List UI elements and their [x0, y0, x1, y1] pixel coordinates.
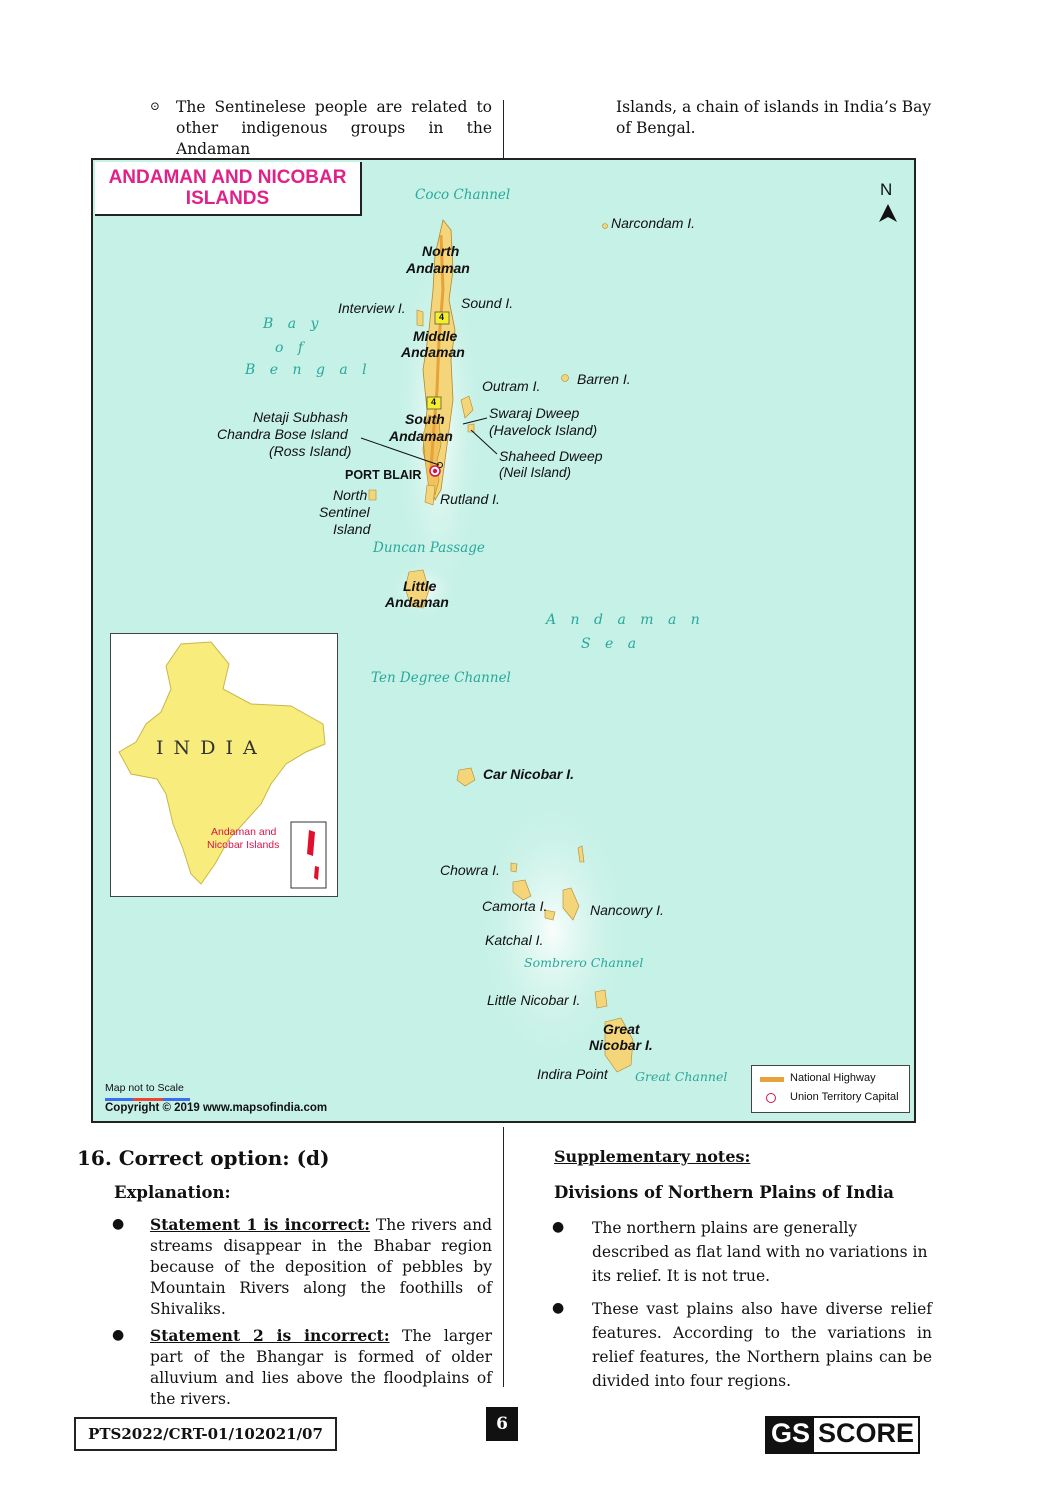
north-sentinel-island	[369, 490, 376, 500]
label-duncan-passage: Duncan Passage	[373, 540, 485, 556]
supp-bullet-2	[552, 1297, 932, 1393]
label-north-sentinel-1: North	[333, 487, 368, 503]
legend-highway-label: National Highway	[790, 1072, 876, 1084]
inset-india-label: I N D I A	[156, 737, 259, 759]
neil-island	[468, 424, 474, 432]
statement-1-label: Statement 1 is incorrect:	[150, 1215, 371, 1234]
map-legend	[751, 1065, 910, 1113]
bullet-icon: ●	[112, 1216, 125, 1232]
label-bay-2: o f	[275, 340, 309, 356]
label-swaraj-2: (Havelock Island)	[489, 422, 598, 438]
bullet-icon: ⊙	[150, 99, 161, 113]
label-little-andaman-1: Little	[403, 578, 437, 594]
label-bay-1: B a y	[263, 316, 324, 332]
label-ten-degree-channel: Ten Degree Channel	[371, 670, 511, 686]
footer-code-box	[74, 1417, 337, 1451]
statement-2-text: The larger part of the Bhangar is formed of older alluvium and lies above the floodplains of the rivers.	[150, 1327, 492, 1408]
north-label: N	[880, 180, 893, 199]
top-right-text: Islands, a chain of islands in India’s Bay of Bengal.	[616, 98, 932, 137]
label-barren: Barren I.	[577, 371, 631, 387]
label-port-blair: PORT BLAIR	[345, 468, 422, 482]
india-inset-map	[110, 633, 338, 897]
label-middle-andaman-2: Andaman	[401, 344, 465, 360]
page-number-box	[486, 1407, 518, 1441]
label-swaraj-1: Swaraj Dweep	[489, 405, 580, 421]
map-title-line2: ISLANDS	[185, 188, 270, 209]
legend-capital-icon	[766, 1093, 776, 1103]
label-great-channel: Great Channel	[635, 1069, 728, 1084]
map-scale-note: Map not to Scale	[105, 1082, 184, 1094]
bullet-icon: ●	[552, 1300, 565, 1316]
label-interview: Interview I.	[338, 300, 406, 316]
label-little-nicobar: Little Nicobar I.	[487, 992, 581, 1008]
explanation-heading: Explanation:	[114, 1183, 231, 1202]
label-indira-point: Indira Point	[537, 1066, 608, 1082]
inset-an-label-2: Nicobar Islands	[207, 839, 280, 851]
highway-number-north: 4	[439, 312, 445, 322]
supplementary-subheading: Divisions of Northern Plains of India	[554, 1183, 894, 1202]
label-netaji-1: Netaji Subhash	[253, 409, 348, 425]
statement-1-text: The rivers and streams disappear in the Bhabar region because of the deposition of pebbles by Mountain Rivers along the foothills of Shivaliks.	[150, 1216, 492, 1318]
label-rutland: Rutland I.	[440, 491, 500, 507]
gs-score-logo	[765, 1416, 920, 1454]
label-south-andaman-1: South	[405, 411, 445, 427]
label-sombrero-channel: Sombrero Channel	[524, 955, 644, 970]
label-shaheed-2: (Neil Island)	[499, 465, 572, 480]
q16-heading: 16. Correct option: (d)	[77, 1146, 330, 1170]
narcondam-island	[603, 224, 608, 229]
label-north-andaman-1: North	[422, 243, 460, 259]
supp-bullet-2-text: These vast plains also have diverse relief features. According to the variations in relief features, the Northern plains can be divided into four regions.	[592, 1300, 932, 1390]
label-little-andaman-2: Andaman	[385, 594, 449, 610]
legend-capital-label: Union Territory Capital	[790, 1091, 899, 1103]
label-netaji-3: (Ross Island)	[269, 443, 352, 459]
label-katchal: Katchal I.	[485, 932, 544, 948]
andaman-nicobar-map	[91, 158, 916, 1123]
label-shaheed-1: Shaheed Dweep	[499, 448, 603, 464]
map-title-box	[95, 162, 362, 216]
map-title-line1: ANDAMAN AND NICOBAR	[108, 167, 347, 188]
label-north-andaman-2: Andaman	[406, 260, 470, 276]
label-coco-channel: Coco Channel	[415, 187, 511, 203]
interview-island	[417, 310, 423, 326]
label-nancowry: Nancowry I.	[590, 902, 664, 918]
logo-gs: GS	[767, 1418, 814, 1452]
statement-1	[112, 1214, 492, 1320]
label-andaman-sea-2: S e a	[581, 636, 642, 652]
highway-number-south: 4	[431, 397, 437, 407]
supp-bullet-1-text: The northern plains are generally described as flat land with no variations in its relief. It is not true.	[592, 1219, 928, 1285]
logo-score: SCORE	[818, 1418, 915, 1448]
bullet-icon: ●	[552, 1219, 565, 1235]
label-bay-3: B e n g a l	[245, 362, 372, 378]
little-nicobar-island	[595, 990, 607, 1008]
legend-highway-swatch	[760, 1077, 784, 1082]
label-sound: Sound I.	[461, 295, 514, 311]
label-north-sentinel-2: Sentinel	[319, 504, 370, 520]
map-copyright: Copyright © 2019 www.mapsofindia.com	[105, 1102, 328, 1114]
supp-bullet-1	[552, 1216, 932, 1288]
label-great-nicobar-2: Nicobar I.	[589, 1037, 653, 1053]
supplementary-heading: Supplementary notes:	[554, 1147, 751, 1166]
label-chowra: Chowra I.	[440, 862, 500, 878]
statement-2	[112, 1325, 492, 1410]
inset-an-label-1: Andaman and	[211, 826, 277, 838]
statement-2-label: Statement 2 is incorrect:	[150, 1326, 390, 1345]
label-netaji-2: Chandra Bose Island	[217, 426, 348, 442]
page-number: 6	[496, 1414, 508, 1434]
column-divider-bottom	[503, 1127, 504, 1387]
label-car-nicobar: Car Nicobar I.	[483, 766, 575, 782]
car-nicobar-island	[457, 768, 475, 786]
label-great-nicobar-1: Great	[603, 1021, 640, 1037]
label-middle-andaman-1: Middle	[413, 328, 458, 344]
column-divider-top	[503, 100, 504, 158]
north-arrow-icon	[879, 204, 897, 222]
bullet-icon: ●	[112, 1327, 125, 1343]
label-camorta: Camorta I.	[482, 898, 548, 914]
top-left-bullet	[150, 97, 492, 160]
label-narcondam: Narcondam I.	[611, 215, 696, 231]
barren-island	[562, 375, 569, 382]
chowra-island	[511, 863, 517, 872]
label-outram: Outram I.	[482, 378, 541, 394]
label-north-sentinel-3: Island	[333, 521, 371, 537]
top-left-text: The Sentinelese people are related to other indigenous groups in the Andaman	[176, 98, 492, 158]
footer-code: PTS2022/CRT-01/102021/07	[88, 1425, 323, 1443]
rutland-island	[425, 485, 435, 505]
label-andaman-sea-1: A n d a m a n	[546, 612, 705, 628]
label-south-andaman-2: Andaman	[389, 428, 453, 444]
